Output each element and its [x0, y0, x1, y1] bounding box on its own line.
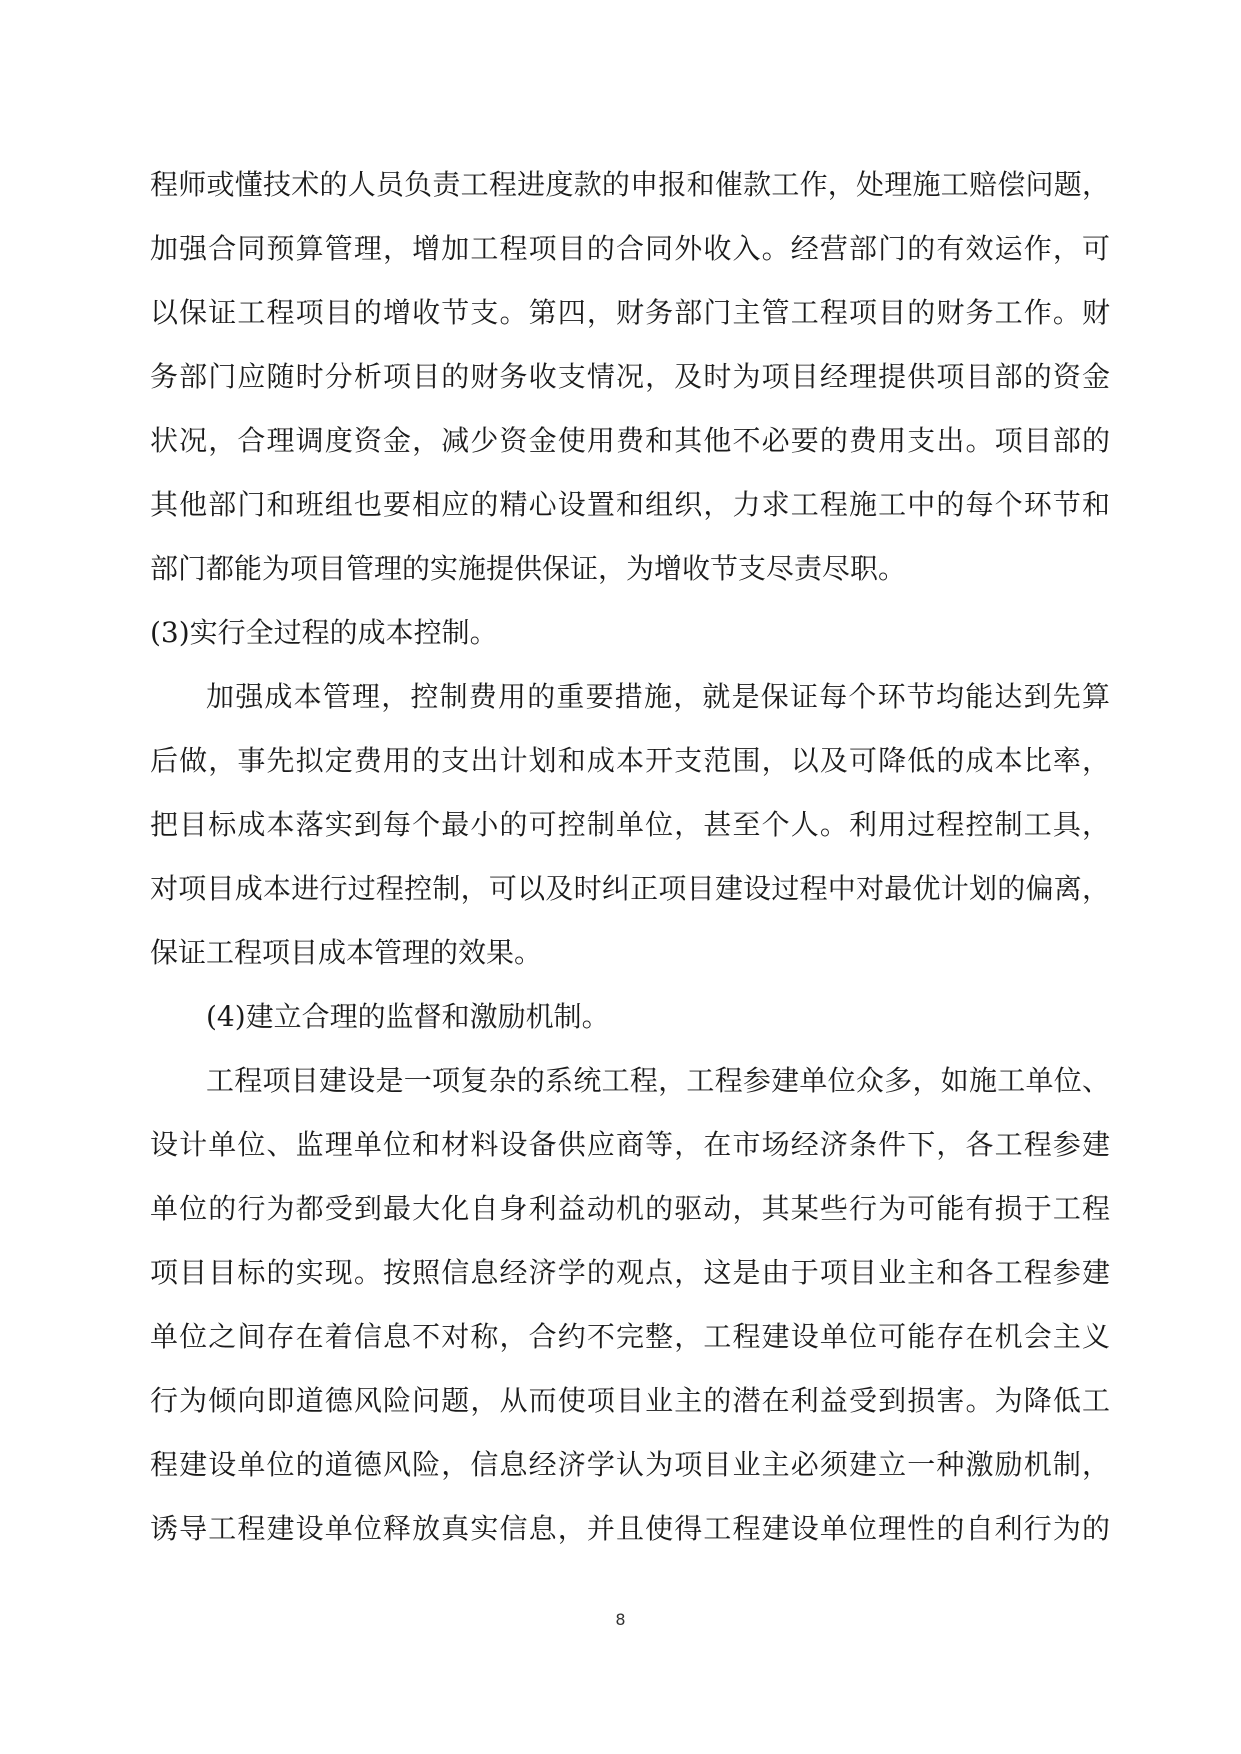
text-line: 对项目成本进行过程控制，可以及时纠正项目建设过程中对最优计划的偏离， [150, 872, 1110, 905]
section-heading-4 [150, 985, 1110, 1049]
text-line: 把目标成本落实到每个最小的可控制单位，甚至个人。利用过程控制工具， [150, 808, 1110, 841]
body-paragraph-2 [150, 665, 1110, 985]
text-line: 单位的行为都受到最大化自身利益动机的驱动，其某些行为可能有损于工程 [150, 1192, 1110, 1225]
text-line: 以保证工程项目的增收节支。第四，财务部门主管工程项目的财务工作。财 [150, 296, 1110, 329]
body-paragraph-3 [150, 1049, 1110, 1561]
text-line: 部门都能为项目管理的实施提供保证，为增收节支尽责尽职。 [150, 552, 907, 585]
text-line: 程建设单位的道德风险，信息经济学认为项目业主必须建立一种激励机制， [150, 1448, 1110, 1481]
text-line: 状况，合理调度资金，减少资金使用费和其他不必要的费用支出。项目部的 [150, 424, 1110, 457]
text-line: 保证工程项目成本管理的效果。 [150, 936, 543, 969]
body-paragraph-1 [150, 153, 1110, 601]
heading-text: (3)实行全过程的成本控制。 [150, 616, 498, 649]
text-line: 加强成本管理，控制费用的重要措施，就是保证每个环节均能达到先算 [206, 680, 1110, 713]
text-line: 程师或懂技术的人员负责工程进度款的申报和催款工作，处理施工赔偿问题， [150, 168, 1110, 201]
section-heading-3 [150, 601, 1110, 665]
text-line: 单位之间存在着信息不对称，合约不完整，工程建设单位可能存在机会主义 [150, 1320, 1110, 1353]
text-line: 行为倾向即道德风险问题，从而使项目业主的潜在利益受到损害。为降低工 [150, 1384, 1110, 1417]
text-line: 其他部门和班组也要相应的精心设置和组织，力求工程施工中的每个环节和 [150, 488, 1110, 521]
text-line: 加强合同预算管理，增加工程项目的合同外收入。经营部门的有效运作，可 [150, 232, 1110, 265]
text-line: 设计单位、监理单位和材料设备供应商等，在市场经济条件下，各工程参建 [150, 1128, 1110, 1161]
text-line: 项目目标的实现。按照信息经济学的观点，这是由于项目业主和各工程参建 [150, 1256, 1110, 1289]
text-line: 工程项目建设是一项复杂的系统工程，工程参建单位众多，如施工单位、 [206, 1064, 1110, 1097]
text-line: 诱导工程建设单位释放真实信息，并且使得工程建设单位理性的自利行为的 [150, 1512, 1110, 1545]
page-number: 8 [615, 1610, 626, 1629]
text-line: 后做，事先拟定费用的支出计划和成本开支范围，以及可降低的成本比率， [150, 744, 1110, 777]
heading-text: (4)建立合理的监督和激励机制。 [206, 1000, 610, 1033]
text-line: 务部门应随时分析项目的财务收支情况，及时为项目经理提供项目部的资金 [150, 360, 1110, 393]
